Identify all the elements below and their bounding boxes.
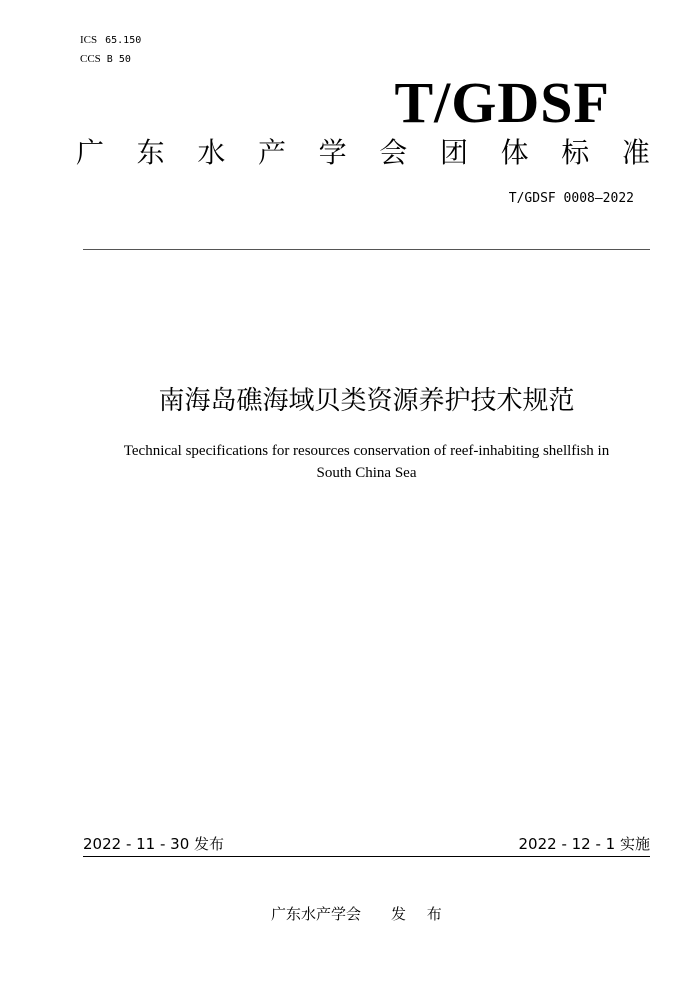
- org-char: 标: [561, 136, 590, 169]
- ics-code: 65.150: [105, 35, 142, 46]
- org-char: 体: [500, 136, 529, 169]
- org-char: 学: [318, 136, 347, 169]
- org-char: 东: [136, 136, 165, 169]
- title-english: [0, 440, 700, 484]
- title-english-line2: South China Sea: [316, 465, 417, 481]
- standard-logo: T/GDSF: [394, 70, 610, 135]
- org-char: 广: [76, 136, 105, 169]
- issue-action: 发 布: [391, 905, 450, 923]
- organization-title: [76, 136, 650, 170]
- standard-number: T/GDSF 0008—2022: [508, 191, 634, 206]
- ccs-code: B 50: [106, 54, 131, 65]
- ccs-classification: [80, 53, 131, 66]
- ics-classification: [80, 34, 141, 47]
- publish-date: 2022 - 11 - 30 发布: [83, 835, 225, 853]
- org-char: 会: [379, 136, 408, 169]
- org-char: 产: [257, 136, 286, 169]
- org-char: 团: [439, 136, 468, 169]
- org-char: 准: [621, 136, 650, 169]
- title-chinese: 南海岛礁海域贝类资源养护技术规范: [158, 386, 575, 416]
- issuer-line: [271, 905, 450, 923]
- footer-divider: [83, 856, 650, 857]
- header-divider: [83, 249, 650, 250]
- org-char: 水: [197, 136, 226, 169]
- ics-label: ICS: [80, 34, 98, 46]
- implementation-date: 2022 - 12 - 1 实施: [518, 835, 650, 853]
- title-english-line1: Technical specifications for resources conservation of reef-inhabiting shellfish in: [123, 443, 610, 459]
- ccs-label: CCS: [80, 53, 101, 65]
- issuer-name: 广东水产学会: [271, 905, 362, 923]
